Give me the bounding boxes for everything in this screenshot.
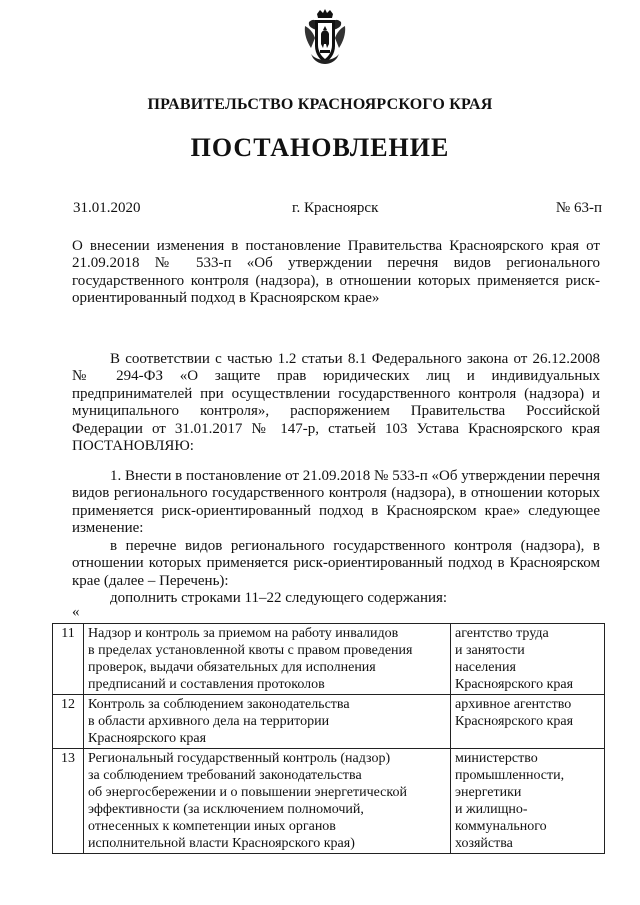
control-type-name-line: Красноярского края <box>88 731 207 746</box>
responsible-agency <box>451 695 605 749</box>
coat-of-arms-emblem <box>303 8 347 68</box>
document-subject: О внесении изменения в постановление Правительства Красноярского края от 21.09.2018 № 533-п «Об утверждении перечня видов регионального государственного контроля (надзора), в отношении которых применяется риск-ориентированный подход в Красноярском крае» <box>72 238 600 307</box>
control-type-name-line: исполнительной власти Красноярского края) <box>88 836 355 851</box>
responsible-agency-line: министерство <box>455 751 538 766</box>
responsible-agency-line: Красноярского края <box>455 677 574 692</box>
opening-quote-mark: « <box>72 604 80 620</box>
document-number: № 63-п <box>555 200 602 216</box>
item-1-sub-paragraph: в перечне видов регионального государственного контроля (надзора), в отношении которых применяется риск-ориентированный подход в Красноярском крае (далее – Перечень): <box>72 538 600 589</box>
table-row <box>53 749 605 854</box>
responsible-agency <box>451 624 605 695</box>
responsible-agency-line: коммунального <box>455 819 547 834</box>
responsible-agency-line: агентство труда <box>455 626 549 641</box>
control-type-name-line: эффективности (за исключением полномочий, <box>88 802 364 817</box>
table-row <box>53 695 605 749</box>
responsible-agency-line: и занятости <box>455 643 525 658</box>
responsible-agency-line: населения <box>455 660 516 675</box>
row-number: 12 <box>53 695 84 749</box>
organization-title: ПРАВИТЕЛЬСТВО КРАСНОЯРСКОГО КРАЯ <box>147 96 493 113</box>
document-city: г. Красноярск <box>292 200 379 216</box>
row-number: 11 <box>53 624 84 695</box>
document-date: 31.01.2020 <box>73 200 141 216</box>
responsible-agency-line: Красноярского края <box>455 714 574 729</box>
control-type-name-line: в области архивного дела на территории <box>88 714 330 729</box>
control-type-name-line: в пределах установленной квоты с правом проведения <box>88 643 413 658</box>
control-type-name-line: отнесенных к компетенции иных органов <box>88 819 336 834</box>
control-type-name <box>84 695 451 749</box>
responsible-agency-line: хозяйства <box>455 836 513 851</box>
control-type-name <box>84 624 451 695</box>
control-type-name-line: Контроль за соблюдением законодательства <box>88 697 350 712</box>
responsible-agency <box>451 749 605 854</box>
table-row <box>53 624 605 695</box>
preamble-paragraph: В соответствии с частью 1.2 статьи 8.1 Федерального закона от 26.12.2008 № 294-ФЗ «О защите прав юридических лиц и индивидуальных предпринимателей при осуществлении государственного контроля (надзора) и муниципального контроля», распоряжением Правительства Российской Федерации от 31.01.2017 № 147-р, статьей 103 Устава Красноярского края ПОСТАНОВЛЯЮ: <box>72 351 600 455</box>
item-1-paragraph: 1. Внести в постановление от 21.09.2018 № 533-п «Об утверждении перечня видов регионального государственного контроля (надзора), в отношении которых применяется риск-ориентированный подход в Красноярском крае» следующее изменение: <box>72 468 600 537</box>
control-type-name-line: проверок, выдачи обязательных для исполнения <box>88 660 376 675</box>
control-type-name-line: Надзор и контроль за приемом на работу инвалидов <box>88 626 399 641</box>
responsible-agency-line: и жилищно- <box>455 802 528 817</box>
control-type-name <box>84 749 451 854</box>
control-type-name-line: предписаний и составления протоколов <box>88 677 325 692</box>
document-type-title: ПОСТАНОВЛЕНИЕ <box>190 133 450 162</box>
row-number: 13 <box>53 749 84 854</box>
responsible-agency-line: архивное агентство <box>455 697 572 712</box>
control-types-table <box>52 623 605 854</box>
responsible-agency-line: промышленности, <box>455 768 565 783</box>
control-type-name-line: Региональный государственный контроль (надзор) <box>88 751 391 766</box>
control-type-name-line: за соблюдением требований законодательства <box>88 768 362 783</box>
responsible-agency-line: энергетики <box>455 785 522 800</box>
item-1-action-paragraph: дополнить строками 11–22 следующего содержания: <box>110 590 448 606</box>
control-type-name-line: об энергосбережении и о повышении энергетической <box>88 785 407 800</box>
